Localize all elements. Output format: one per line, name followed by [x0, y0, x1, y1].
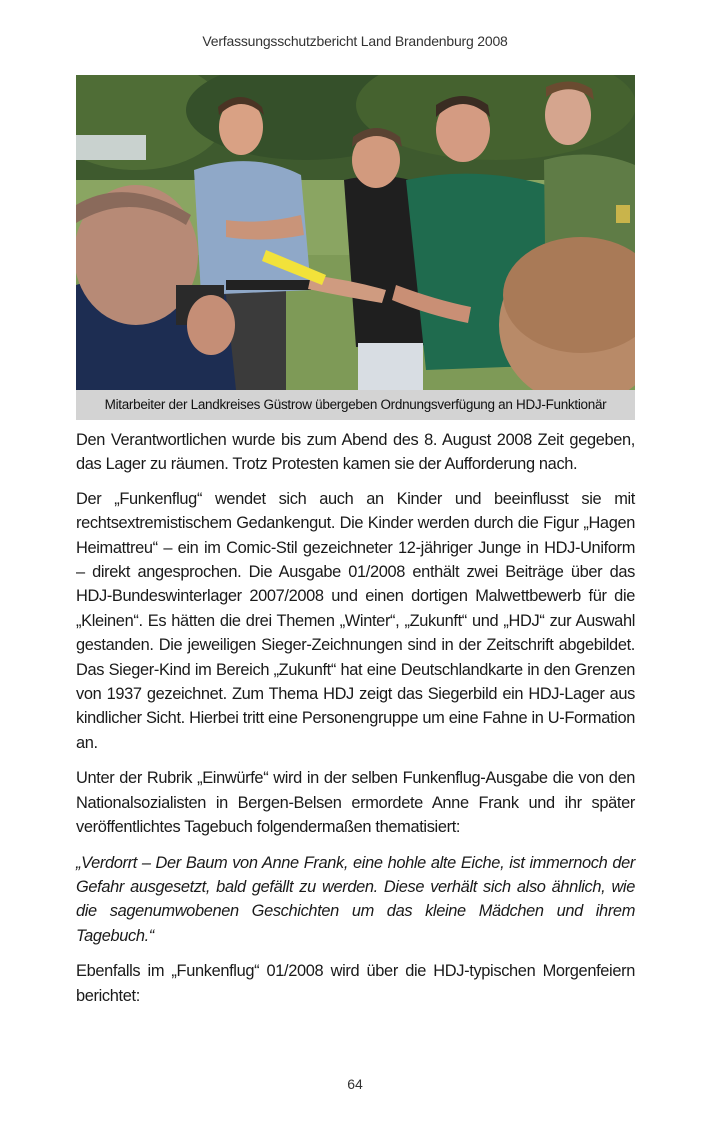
paragraph-1: Den Verantwortlichen wurde bis zum Abend des 8. August 2008 Zeit gegeben, das Lager zu räumen. Trotz Protesten kamen sie der Aufforderung nach.: [76, 431, 635, 474]
paragraph-3: Unter der Rubrik „Einwürfe“ wird in der selben Funkenflug-Ausgabe die von den Nationalsozialisten in Bergen-Belsen ermordete Anne Frank und ihr später veröffentlichtes Tagebuch folgendermaßen thematisiert:: [76, 769, 635, 837]
photo-caption: Mitarbeiter der Landkreises Güstrow übergeben Ordnungsverfügung an HDJ-Funktionär: [76, 390, 635, 420]
photo-officials-handing-order: [76, 75, 635, 390]
block-quote: „Verdorrt – Der Baum von Anne Frank, eine hohle alte Eiche, ist immernoch der Gefahr ausgesetzt, bald gefällt zu werden. Diese verhält sich also ähnlich, wie die sagenumwobenen Geschichten um das kleine Mädchen und ihrem Tagebuch.“: [76, 853, 635, 945]
paragraph-4: Ebenfalls im „Funkenflug“ 01/2008 wird über die HDJ-typischen Morgenfeiern berichtet:: [76, 962, 635, 1005]
running-header: Verfassungsschutzbericht Land Brandenburg 2008: [202, 33, 508, 49]
page-number: 64: [347, 1076, 363, 1092]
paragraph-2: Der „Funkenflug“ wendet sich auch an Kinder und beeinflusst sie mit rechtsextremistischem Gedankengut. Die Kinder werden durch die Figur „Hagen Heimattreu“ – ein im Comic-Stil gezeichneter 12-jähriger Junge in HDJ-Uniform – direkt angesprochen. Die Ausgabe 01/2008 enthält zwei Beiträge über das HDJ-Bundeswinterlager 2007/2008 und einen dortigen Malwettbewerb für die „Kleinen“. Es hätten die drei Themen „Winter“, „Zukunft“ und „HDJ“ zur Auswahl gestanden. Die jeweiligen Sieger-Zeichnungen sind in der Zeitschrift abgebildet. Das Sieger-Kind im Bereich „Zukunft“ hat eine Deutschlandkarte in den Grenzen von 1937 gezeichnet. Zum Thema HDJ zeigt das Siegerbild ein HDJ-Lager aus kindlicher Sicht. Hierbei tritt eine Personengruppe um eine Fahne in U-Formation an.: [76, 489, 635, 752]
body-text: [76, 428, 635, 1019]
